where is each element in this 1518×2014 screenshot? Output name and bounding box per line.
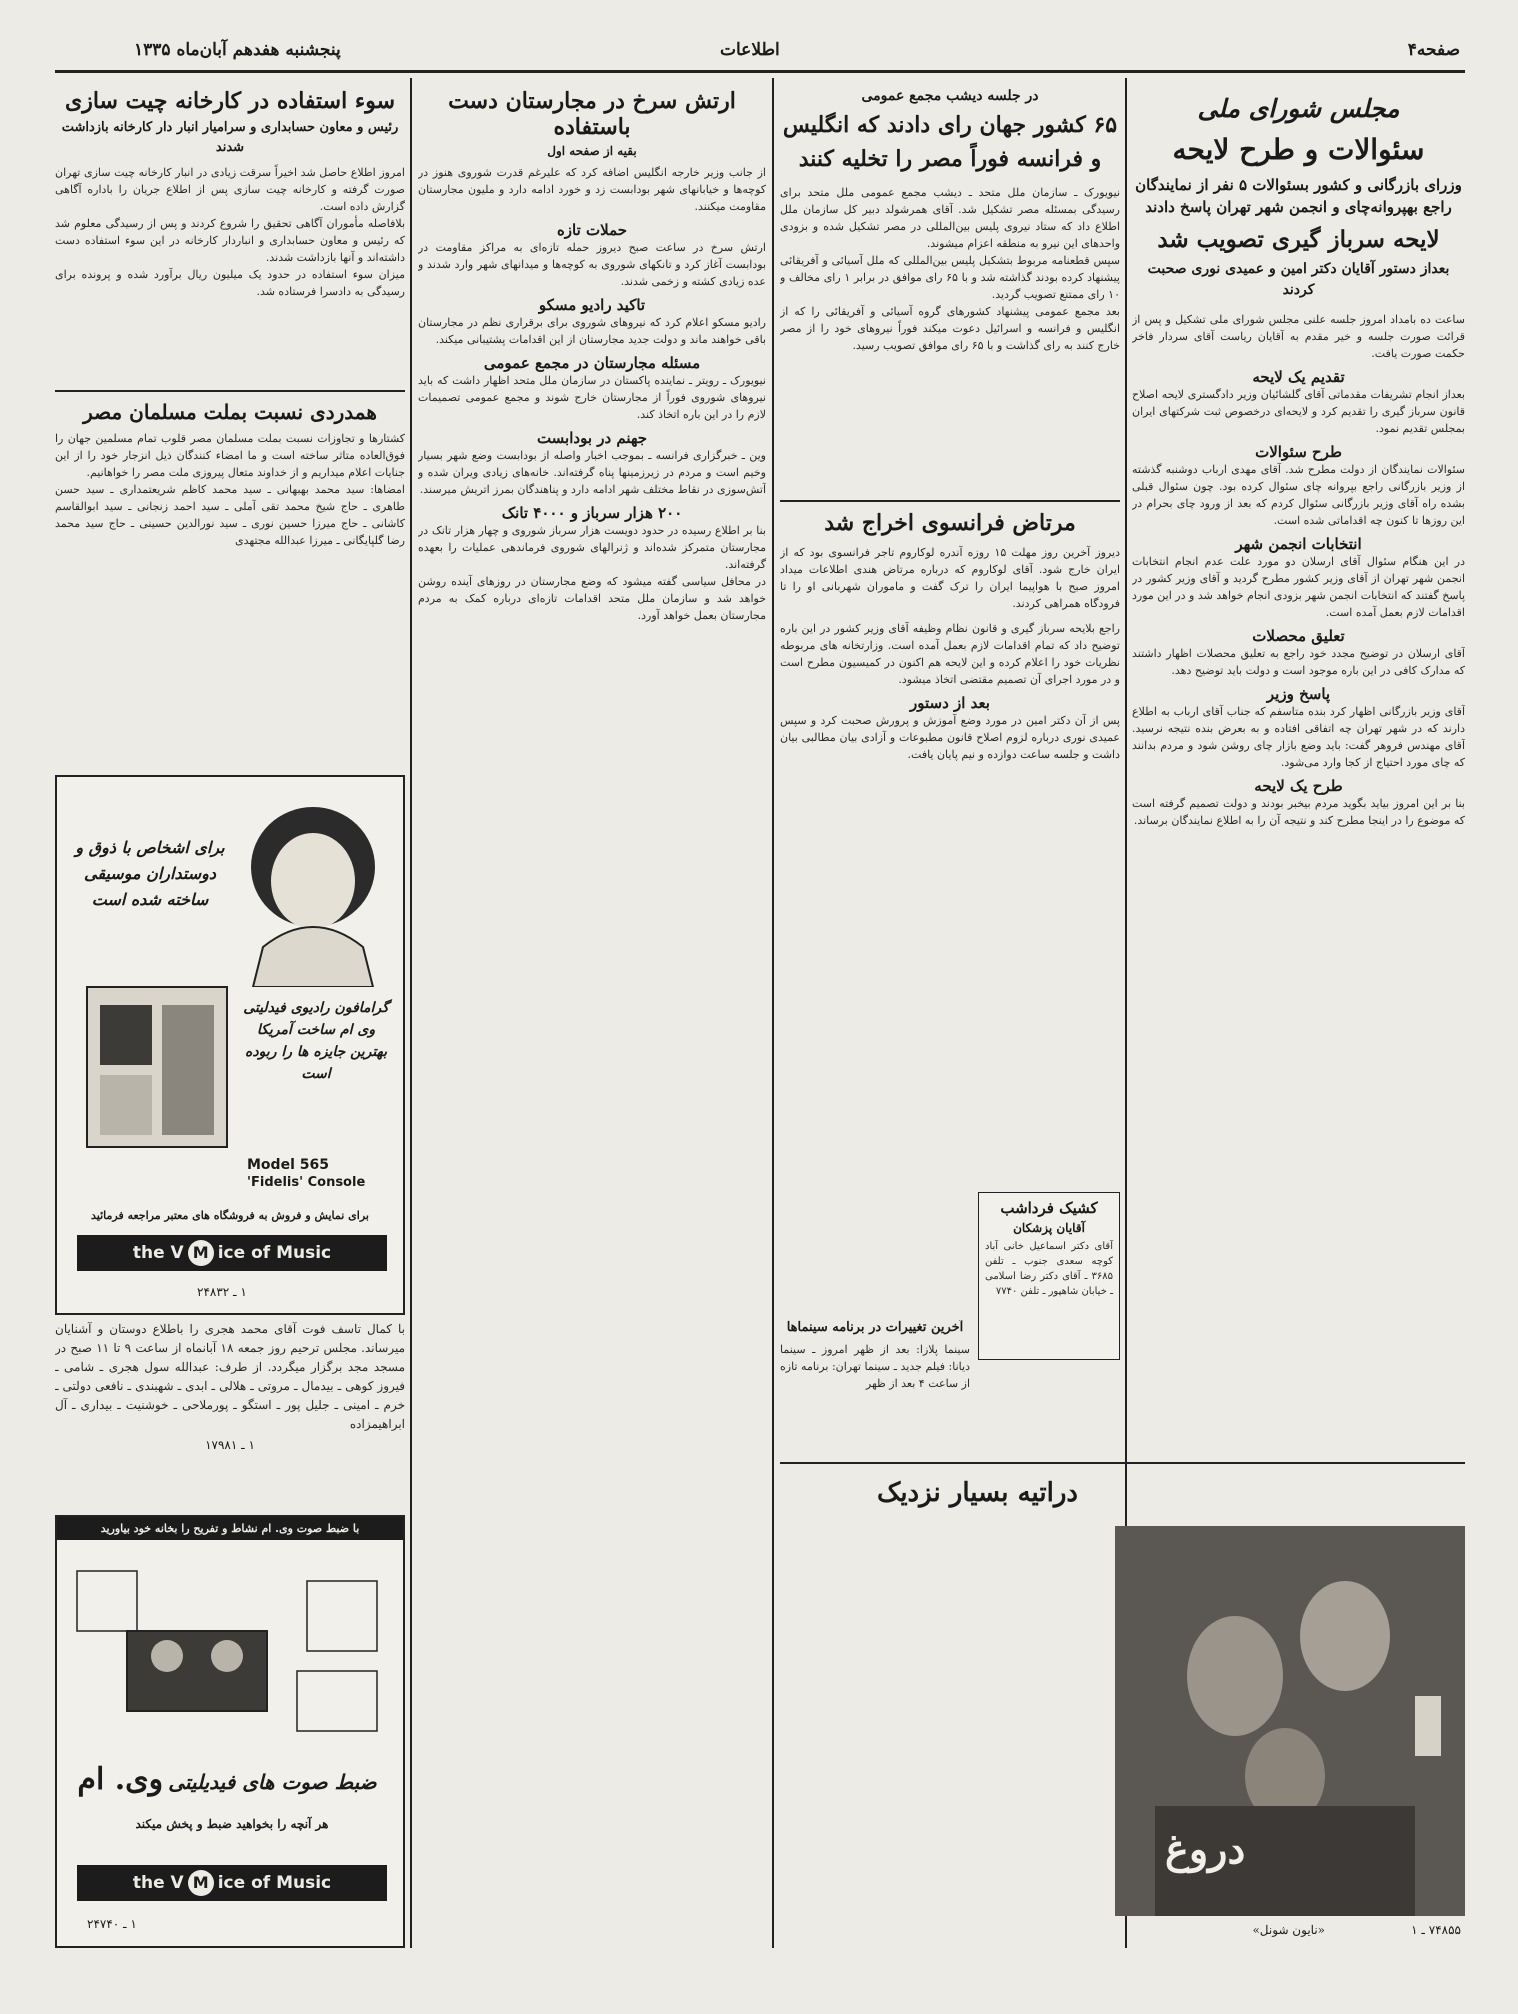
signatories-text: امضاها: سید محمد بهبهانی ـ سید محمد کاظم شریعتمداری ـ سید حسن طاهری ـ حاج شیخ محمد تقی آملی ـ سید احمد زنجانی ـ سید ابوالقاسم کاشانی ـ حاج میرزا حسین نوری ـ سید نورالدین حسینی ـ حاج سید محمد رضا گلپایگانی ـ میرزا عبدالله مجتهدی	[55, 483, 405, 547]
newspaper-name: اطلاعات	[720, 40, 780, 60]
kicker: در جلسه دیشب مجمع عمومی	[861, 88, 1039, 104]
page-number: صفحه۴	[1407, 40, 1460, 60]
article-text: نیویورک ـ رویتر ـ نماینده پاکستان در سازمان ملل متحد اظهار داشت که باید نیروهای شوروی فوراً از مجارستان خارج شوند و مجمع عمومی تصمیمات لازم را در این باره اتخاذ کند.	[418, 374, 766, 421]
ad-footer-text: برای نمایش و فروش به فروشگاه های معتبر مراجعه فرمائید	[91, 1209, 369, 1222]
voice-of-music-console-ad	[55, 775, 405, 1315]
movie-title-overlay: دروغ	[1165, 1826, 1246, 1873]
ad-number: ۱ ـ ۲۴۸۳۲	[197, 1285, 247, 1299]
box-title: آخرین تغییرات در برنامه سینماها	[786, 1320, 964, 1335]
article-text: پس از آن دکتر امین در مورد وضع آموزش و پرورش صحبت کرد و سپس عمیدی نوری درباره لزوم اصلاح قانون مطبوعات و آزادی بیان مطالبی بیان داشت و جلسه ساعت دوازده و نیم پایان یافت.	[780, 714, 1120, 761]
factory-article	[55, 82, 405, 382]
article-text: وین ـ خبرگزاری فرانسه ـ بموجب اخبار واصله از بودابست وضع شهر بسیار وخیم است و مردم در زیرزمینها پناه گرفته‌اند. خانه‌های زیادی ویران شده و آتش‌سوزی در نقاط مختلف شهر ادامه دارد و پناهندگان بمرز اتریش میرسند.	[418, 449, 766, 496]
movie-ad-title: دراتیه بسیار نزدیک	[877, 1478, 1078, 1508]
article-text: ساعت ده بامداد امروز جلسه علنی مجلس شورای ملی تشکیل و پس از قرائت صورت جلسه و خیر مقدم به آقایان ریاست آقای سردار فاخر حکمت صورت یافت.	[1132, 313, 1465, 360]
article-text: بعداز انجام تشریفات مقدماتی آقای گلشائیان وزیر دادگستری لایحه اصلاح قانون سرباز گیری را تقدیم کرد و لایحه‌ای درخصوص ثبت شرکتهای ایران بمجلس تقدیم نمود.	[1132, 388, 1465, 435]
ad-number: ۱ ـ ۲۴۷۴۰	[87, 1917, 137, 1931]
ad-subtitle: هر آنچه را بخواهید ضبط و پخش میکند	[135, 1817, 329, 1831]
french-ascetic-article	[780, 506, 1120, 1196]
box-subtitle: آقایان پزشکان	[1013, 1221, 1085, 1235]
article-text: از جانب وزیر خارجه انگلیس اضافه کرد که علیرغم قدرت شوروی هنوز در کوچه‌ها و خیابانهای شهر بودابست زد و خورد ادامه دارد و ملیون مجارستان مقاومت میکنند.	[418, 166, 766, 213]
tape-recorder-illustration	[67, 1551, 397, 1751]
issue-date: پنجشنبه هفدهم آبان‌ماه ۱۳۳۵	[134, 40, 341, 60]
subheading: بعد از دستور	[910, 694, 990, 712]
subheading: حملات تازه	[556, 221, 628, 239]
main-headline: سئوالات و طرح لایحه	[1172, 133, 1425, 166]
box-text: آقای دکتر اسماعیل خانی آباد کوچه سعدی جنوب ـ تلفن ۳۶۸۵ ـ آقای دکتر رضا اسلامی ـ خیابان شاهپور ـ تلفن ۷۷۴۰	[985, 1241, 1113, 1297]
console-illustration	[82, 967, 232, 1157]
article-text: نیویورک ـ سازمان ملل متحد ـ دیشب مجمع عمومی ملل متحد برای رسیدگی بمسئله مصر تشکیل شد. آقای همرشولد دبیر کل سازمان ملل اطلاع داد که ستاد نیروی پلیس بین‌المللی در مصر تشکیل شده و بزودی واحدهای این نیرو به منطقه اعزام میشوند.	[780, 186, 1120, 250]
ad-top-banner: با ضبط صوت وی. ام نشاط و تفریح را بخانه خود بیاورید	[57, 1517, 403, 1540]
brand-text: of Music	[251, 1873, 332, 1893]
brand-text: the V	[132, 1873, 184, 1893]
subheading: تاکید رادیو مسکو	[538, 296, 646, 314]
subheading: تقدیم یک لایحه	[1252, 368, 1345, 386]
ad-slogan: برای اشخاص با ذوق و دوستداران موسیقی ساخته شده است	[75, 838, 225, 909]
ad-product-line: ضبط صوت های فیدیلیتی	[168, 1770, 377, 1794]
subheading: جهنم در بودابست	[536, 429, 648, 447]
notice-text: با کمال تاسف فوت آقای محمد هجری را باطلاع دوستان و آشنایان میرساند. مجلس ترحیم روز جمعه ۱۸ آبانماه از ساعت ۹ تا ۱۱ صبح در مسجد مجد برگزار میگردد. از طرف: عبدالله سول هجری ـ شامی ـ فیروز کوهی ـ بیدمال ـ مروتی ـ هلالی ـ ابدی ـ شهبندی ـ نافعی دولتی ـ خرم ـ امینی ـ جلیل پور ـ استگو ـ پورملاحی ـ خوشنیت ـ بیداری ـ آل ابراهیمزاده	[55, 1322, 405, 1431]
vm-logo-icon: M	[188, 1870, 214, 1896]
movie-still-image	[1115, 1526, 1465, 1916]
subheading: مسئله مجارستان در مجمع عمومی	[483, 354, 701, 372]
ad-product-name	[67, 1762, 387, 1797]
hungary-column	[418, 82, 766, 1948]
egypt-sympathy-article	[55, 396, 405, 776]
article-text: رادیو مسکو اعلام کرد که نیروهای شوروی برای برقراری نظم در مجارستان باقی خواهند ماند و دولت جدید مجارستان از این اقدامات پشتیبانی میکند.	[418, 316, 766, 346]
factory-subheadline: رئیس و معاون حسابداری و سرامیار انبار دار کارخانه بازداشت شدند	[61, 120, 399, 155]
hungary-headline: ارتش سرخ در مجارستان دست باستفاده	[448, 88, 736, 140]
voice-of-music-logo	[77, 1235, 387, 1271]
box-text: سینما پلازا: بعد از ظهر امروز ـ سینما دیانا: فیلم جدید ـ سینما تهران: برنامه تازه از ساعت ۴ بعد از ظهر	[780, 1343, 970, 1390]
article-text: در محافل سیاسی گفته میشود که وضع مجارستان در روزهای آینده روشن خواهد شد و سازمان ملل متحد اقدامات تازه‌ای درباره کمک به مردم مجارستان بعمل خواهد آورد.	[418, 575, 766, 622]
section-title: مجلس شورای ملی	[1197, 94, 1400, 123]
voice-of-music-recorder-ad	[55, 1515, 405, 1948]
divider	[55, 390, 405, 392]
brand-text: of Music	[251, 1243, 332, 1263]
voice-of-music-logo	[77, 1865, 387, 1901]
column-divider	[410, 78, 412, 1948]
subheading: طرح سئوالات	[1255, 443, 1342, 461]
article-text: میزان سوء استفاده در حدود یک میلیون ریال برآورد شده و پرونده برای رسیدگی به دادسرا فرستاده شد.	[55, 268, 405, 298]
ad-number: ۷۴۸۵۵ ـ ۱	[1411, 1923, 1461, 1937]
notice-number: ۱ ـ ۱۷۹۸۱	[205, 1438, 255, 1452]
article-text: دیروز آخرین روز مهلت ۱۵ روزه آندره لوکاروم تاجر فرانسوی بود که از ایران خارج شود. آقای لوکاروم که درباره مرتاض هندی اطلاعات میداد امروز صبح با هواپیما ایران را ترک گفت و ماموران شهربانی او را تا فرودگاه همراهی کردند.	[780, 546, 1120, 610]
continued-note: بقیه از صفحه اول	[547, 144, 637, 158]
subheading: تعلیق محصلات	[1252, 627, 1345, 645]
divider	[780, 500, 1120, 502]
article-text: امروز اطلاع حاصل شد اخیراً سرقت زیادی در انبار کارخانه چیت سازی تهران صورت گرفته و کارخانه چیت سازی پس از اطلاع جریان را باداره آگاهی گزارش داده است.	[55, 166, 405, 213]
obituary-notice	[55, 1320, 405, 1510]
ad-brand-vm: وی. ام	[77, 1762, 164, 1797]
article-text: کشتارها و تجاوزات نسبت بملت مسلمان مصر قلوب تمام مسلمین جهان را فوق‌العاده متاثر ساخته است و ما امضاء کنندگان ذیل انزجار خود را از این جنایات اعلام میداریم و از خداوند متعال پیروزی ملت مصر را خواهانیم.	[55, 432, 405, 479]
article-text: بلافاصله مأموران آگاهی تحقیق را شروع کردند و پس از رسیدگی معلوم شد که رئیس و معاون حسابداری و انباردار کارخانه در این سوء استفاده دست داشته‌اند و آنها بازداشت شدند.	[55, 217, 405, 264]
article-text: آقای ارسلان در توضیح مجدد خود راجع به تعلیق محصلات اظهار داشتند که مدارک کافی در این باره موجود است و دولت باید توضیح دهد.	[1132, 647, 1465, 677]
woman-illustration	[233, 797, 393, 987]
sub-headline: وزرای بازرگانی و کشور بسئوالات ۵ نفر از نمایندگان راجع بهپروانه‌چای و انجمن شهر تهران پاسخ دادند	[1135, 176, 1462, 216]
article-text: بعد مجمع عمومی پیشنهاد کشورهای گروه آسیائی و آفریقائی را که از انگلیس و فرانسه و اسرائیل دعوت میکند فوراً نیروهای خود را از مصر خارج کنند به رای گذاشت و با ۶۵ رای موافق تصویب رسید.	[780, 305, 1120, 352]
divider	[780, 1462, 1465, 1464]
box-title: کشیک فرداشب	[1000, 1199, 1098, 1217]
ad-model-name: 'Fidelis' Console	[247, 1175, 366, 1190]
ad-model-number: Model 565	[247, 1157, 329, 1173]
ascetic-headline: مرتاض فرانسوی اخراج شد	[824, 510, 1076, 536]
article-text: بنا بر این امروز بیاید بگوید مردم بیخبر بودند و دولت تصمیم گرفته است که موضوع را در اینجا مطرح کند و نتیجه آن را به اطلاع نمایندگان برساند.	[1132, 797, 1465, 827]
subheading: انتخابات انجمن شهر	[1235, 535, 1362, 553]
vm-logo-icon: M	[188, 1240, 214, 1266]
doctors-on-duty-box	[978, 1192, 1120, 1360]
article-text: ارتش سرخ در ساعت صبح دیروز حمله تازه‌ای به مراکز مقاومت در بودابست آغاز کرد و تانکهای شوروی به کوچه‌ها و میدانهای شهر وارد شدند و عده زیادی کشته و زخمی شدند.	[418, 241, 766, 288]
article-text: در این هنگام سئوال آقای ارسلان دو مورد علت عدم انجام انتخابات انجمن شهر تهران از آقای وزیر کشور مطرح گردید و آقای وزیر کشور در پاسخ گفتند که انتخابات انجمن شهر بزودی انجام خواهد شد و در این مورد اقدامات لازم بعمل آمده است.	[1132, 555, 1465, 619]
article-text: بنا بر اطلاع رسیده در حدود دویست هزار سرباز شوروی و چهار هزار تانک در مجارستان متمرکز شده‌اند و ژنرالهای شوروی فرماندهی عملیات را بعهده گرفته‌اند.	[418, 524, 766, 571]
sub-headline-bill: لایحه سرباز گیری تصویب شد	[1157, 226, 1440, 253]
egypt-headline: همدردی نسبت بملت مسلمان مصر	[83, 400, 377, 424]
article-text: راجع بلایحه سرباز گیری و قانون نظام وظیفه آقای وزیر کشور در این باره توضیح داد که تمام اقدامات لازم بعمل آمده است. وزارتخانه های مربوطه نظریات خود را اعلام کرده و این لایحه هم اکنون در کمیسیون مطرح است و در مورد اجرای آن تصمیم مقتضی اتخاذ میشود.	[780, 622, 1120, 686]
subheading: پاسخ وزیر	[1266, 685, 1331, 703]
un-headline: ۶۵ کشور جهان رای دادند که انگلیس و فرانسه فوراً مصر را تخلیه کنند	[782, 112, 1118, 172]
brand-text: ice	[217, 1243, 246, 1263]
article-text: سئوالات نمایندگان از دولت مطرح شد. آقای مهدی ارباب دوشنبه گذشته از وزیر بازرگانی راجع بپروانه چای سئوال کرده بود. چون سئوال قبلی بشده راه آقای وزیر بازرگانی سئوال کردم که بعد از ورود چای بحرام در این روزها تا کنون چه اقداماتی شده است.	[1132, 463, 1465, 527]
article-text: آقای وزیر بازرگانی اظهار کرد بنده متاسفم که جناب آقای ارباب به اطلاع دارند که در شهر تهران چه اتفاقی افتاده و به بعرض بنده نتیجه نرسید. آقای مهندس فروهر گفت: باید وضع بازار چای روشن شود و مردم بدانند که چای مورد احتیاج از کجا وارد می‌شود.	[1132, 705, 1465, 769]
factory-headline: سوء استفاده در کارخانه چیت سازی	[64, 88, 396, 114]
sub-headline-speakers: بعداز دستور آقایان دکتر امین و عمیدی نوری صحبت کردند	[1147, 261, 1450, 298]
brand-text: ice	[217, 1873, 246, 1893]
subheading: ۲۰۰ هزار سرباز و ۴۰۰۰ تانک	[501, 504, 683, 522]
cinema-changes-box	[780, 1320, 970, 1460]
movie-ad	[780, 1468, 1465, 1948]
column-divider	[772, 78, 774, 1948]
header-rule	[55, 70, 1465, 73]
photo-caption: «نایون شونل»	[1252, 1923, 1325, 1937]
article-text: سپس قطعنامه مربوط بتشکیل پلیس بین‌المللی که ملل آسیائی و آفریقائی پیشنهاد کرده بودند گذاشته شد و با ۶۵ رای موافق در برابر ۱ رای مخالف و ۱۰ رای ممتنع تصویب گردید.	[780, 254, 1120, 301]
ad-product-text: گرامافون رادیوی فیدلیتی وی ام ساخت آمریکا بهترین جایزه ها را ربوده است	[243, 1000, 389, 1082]
subheading: طرح یک لایحه	[1254, 777, 1343, 795]
brand-text: the V	[132, 1243, 184, 1263]
